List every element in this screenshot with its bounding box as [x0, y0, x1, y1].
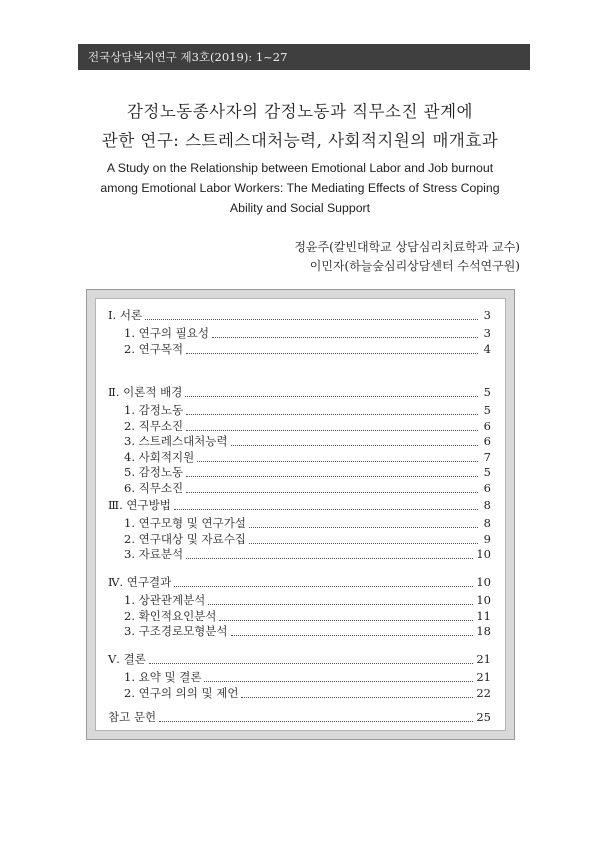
toc-inner-panel	[95, 298, 506, 731]
toc-item-label: 2. 확인적요인분석	[124, 608, 217, 623]
dot-leader	[231, 634, 474, 636]
dot-leader	[212, 336, 478, 338]
toc-item-page-number: 6	[483, 434, 491, 448]
toc-section-page-number: 25	[476, 710, 491, 724]
toc-item[interactable]	[124, 669, 491, 685]
toc-item-page-number: 6	[483, 480, 491, 495]
toc-section[interactable]	[108, 307, 491, 323]
toc-section[interactable]	[108, 497, 491, 513]
dot-leader	[208, 603, 473, 605]
toc-item-label: 3. 자료분석	[124, 547, 184, 561]
toc-item-page-number: 3	[483, 326, 491, 340]
toc-item[interactable]	[124, 608, 491, 624]
toc-item-label: 2. 직무소진	[124, 418, 184, 433]
toc-item-label: 4. 사회적지원	[124, 449, 195, 464]
toc-item-label: 2. 연구목적	[124, 341, 184, 356]
toc-item-label: 1. 요약 및 결론	[124, 670, 202, 684]
title-korean-line-1: 감정노동종사자의 감정노동과 직무소진 관계에	[126, 102, 473, 121]
toc-section-label: Ⅴ. 결론	[108, 652, 146, 666]
toc-section-page-number: 21	[476, 652, 491, 666]
toc-item-page-number: 21	[476, 670, 491, 684]
toc-item[interactable]	[124, 449, 491, 465]
toc-item[interactable]	[124, 464, 491, 480]
toc-item-page-number: 7	[483, 449, 491, 464]
toc-item-page-number: 5	[483, 403, 491, 417]
dot-leader	[249, 542, 478, 544]
toc-item-page-number: 5	[483, 465, 491, 479]
toc-item-label: 3. 스트레스대처능력	[124, 434, 228, 448]
toc-item[interactable]	[124, 685, 491, 701]
dot-leader	[186, 413, 478, 415]
dot-leader	[159, 720, 473, 722]
dot-leader	[204, 680, 473, 682]
toc-section-page-number: 3	[483, 308, 491, 322]
toc-item-page-number: 6	[483, 418, 491, 433]
toc-item[interactable]	[124, 546, 491, 562]
toc-item[interactable]	[124, 515, 491, 531]
toc-item-page-number: 18	[476, 624, 491, 638]
toc-item[interactable]	[124, 433, 491, 449]
toc-item[interactable]	[124, 623, 491, 639]
dot-leader	[231, 444, 479, 446]
toc-item-label: 6. 직무소진	[124, 480, 184, 495]
dot-leader	[197, 460, 478, 462]
dot-leader	[249, 526, 478, 528]
toc-section[interactable]	[108, 384, 491, 400]
title-english-line-3: Ability and Social Support	[229, 201, 371, 215]
journal-header-bar	[78, 44, 530, 70]
toc-item[interactable]	[124, 341, 491, 357]
toc-item-page-number: 8	[483, 516, 491, 530]
toc-section-label: Ⅱ. 이론적 배경	[108, 385, 183, 399]
dot-leader	[149, 662, 474, 664]
author-2: 이민자(하늘숲심리상담센터 수석연구원)	[309, 259, 520, 273]
toc-section-label: Ⅰ. 서론	[108, 308, 143, 322]
toc-item-label: 3. 구조경로모형분석	[124, 624, 228, 638]
toc-item[interactable]	[124, 480, 491, 496]
author-1: 정윤주(칼빈대학교 상담심리치료학과 교수)	[294, 240, 520, 254]
dot-leader	[186, 352, 478, 354]
dot-leader	[186, 475, 478, 477]
toc-item[interactable]	[124, 402, 491, 418]
toc-item[interactable]	[124, 418, 491, 434]
toc-item-label: 2. 연구의 의의 및 제언	[124, 685, 239, 700]
toc-item-page-number: 22	[476, 685, 491, 700]
toc-item[interactable]	[124, 531, 491, 547]
toc-section-label: 참고 문헌	[108, 710, 157, 724]
toc-item-label: 1. 감정노동	[124, 403, 184, 417]
toc-item-page-number: 11	[476, 608, 491, 623]
toc-section-page-number: 10	[476, 575, 491, 589]
toc-item-label: 1. 연구의 필요성	[124, 326, 209, 340]
table-of-contents	[86, 289, 515, 740]
toc-item-label: 2. 연구대상 및 자료수집	[124, 531, 246, 546]
toc-item-label: 1. 연구모형 및 연구가설	[124, 516, 246, 530]
toc-item-page-number: 10	[476, 547, 491, 561]
toc-item-page-number: 4	[483, 341, 491, 356]
dot-leader	[174, 508, 478, 510]
toc-section[interactable]	[108, 709, 491, 725]
dot-leader	[186, 557, 473, 559]
title-english-line-1: A Study on the Relationship between Emotional Labor and Job burnout	[106, 161, 494, 175]
dot-leader	[219, 619, 473, 621]
title-korean-line-2: 관한 연구: 스트레스대처능력, 사회적지원의 매개효과	[101, 131, 499, 150]
toc-section-label: Ⅳ. 연구결과	[108, 575, 172, 589]
journal-citation: 전국상담복지연구 제3호(2019): 1~27	[88, 50, 288, 64]
toc-section[interactable]	[108, 574, 491, 590]
dot-leader	[145, 318, 478, 320]
toc-item-page-number: 10	[476, 593, 491, 607]
toc-section[interactable]	[108, 651, 491, 667]
dot-leader	[241, 696, 473, 698]
toc-item-label: 5. 감정노동	[124, 465, 184, 479]
toc-section-label: Ⅲ. 연구방법	[108, 498, 171, 512]
toc-section-page-number: 8	[483, 498, 491, 512]
toc-item[interactable]	[124, 592, 491, 608]
dot-leader	[185, 395, 478, 397]
dot-leader	[174, 585, 473, 587]
dot-leader	[186, 491, 478, 493]
title-english-line-2: among Emotional Labor Workers: The Mediating Effects of Stress Coping	[100, 181, 500, 195]
toc-item-label: 1. 상관관계분석	[124, 593, 206, 607]
toc-item-page-number: 9	[483, 531, 491, 546]
toc-section-page-number: 5	[483, 385, 491, 399]
dot-leader	[186, 429, 478, 431]
toc-item[interactable]	[124, 325, 491, 341]
